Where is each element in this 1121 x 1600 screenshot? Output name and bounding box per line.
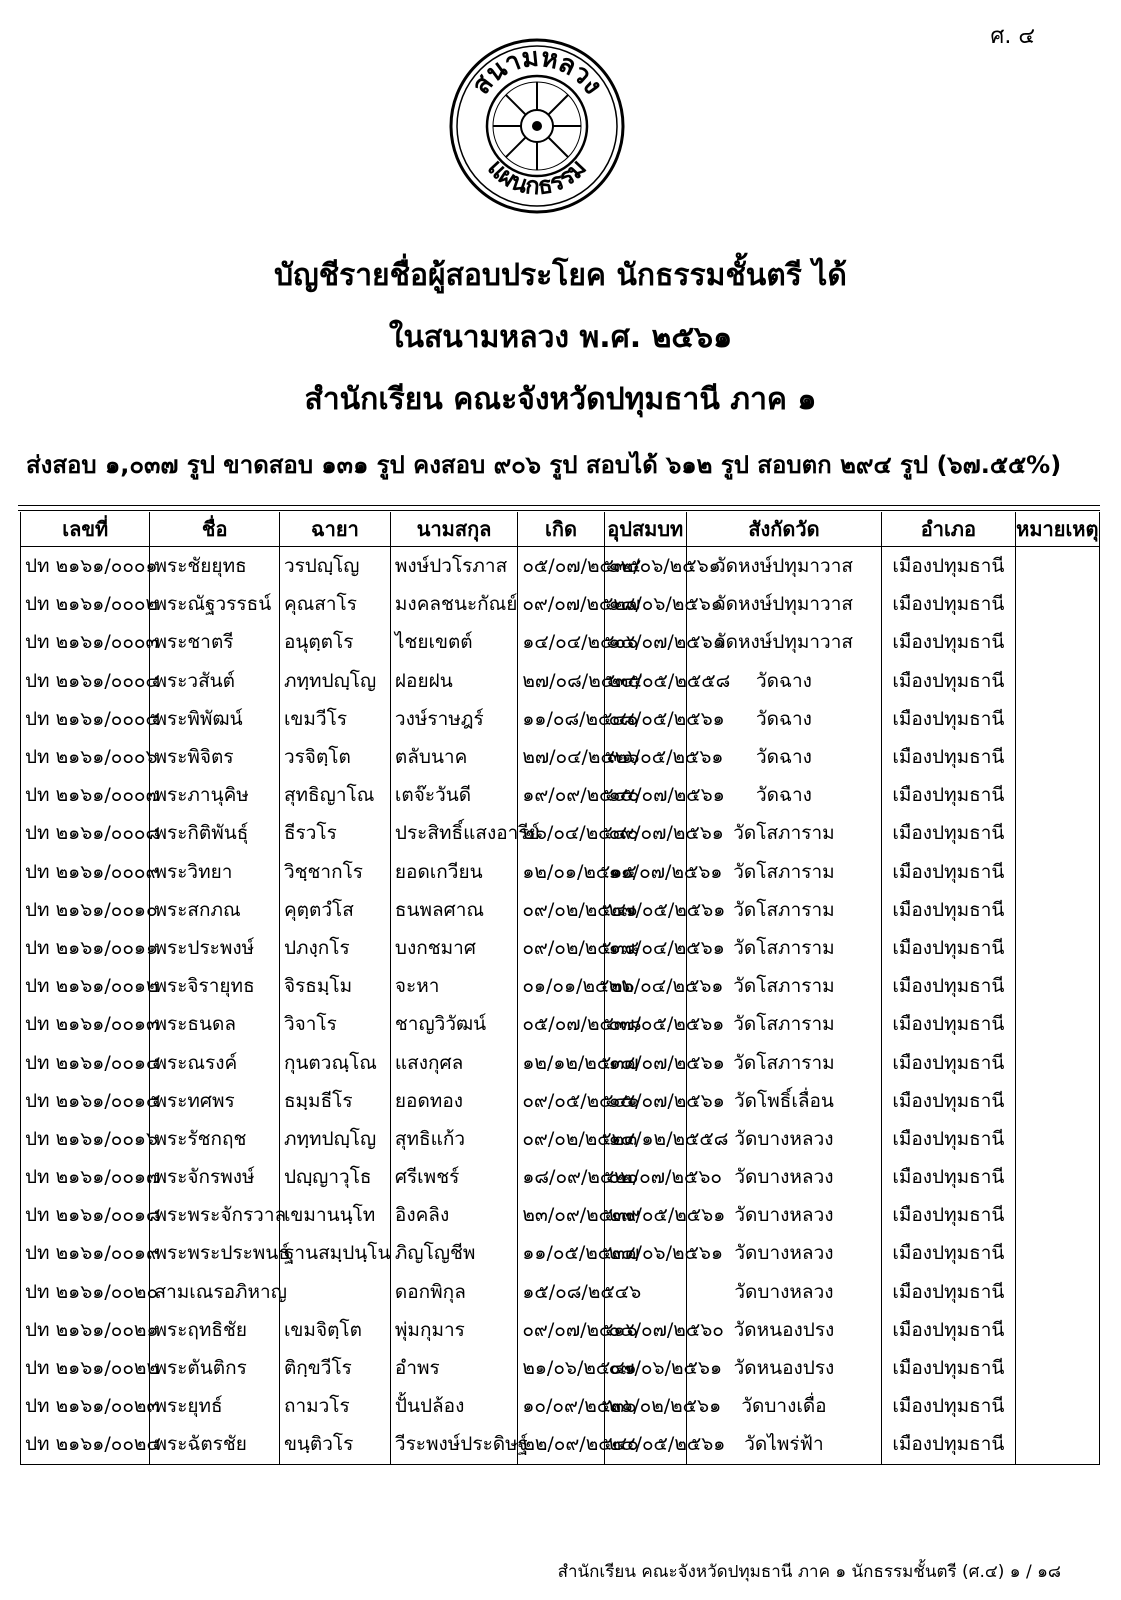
cell-remarks [1015,662,1099,700]
cell-name: พระวสันต์ [150,662,279,700]
cell-number: ปท ๒๑๖๑/๐๐๐๓ [21,623,150,661]
cell-surname: จะหา [390,967,517,1005]
cell-surname: แสงกุศล [390,1043,517,1081]
cell-name: พระณรงค์ [150,1043,279,1081]
cell-monastic-name: เขมวีโร [279,700,390,738]
cell-temple: วัดหงษ์ปทุมาวาส [686,623,881,661]
header-monastic-name: ฉายา [279,512,390,547]
cell-number: ปท ๒๑๖๑/๐๐๐๗ [21,776,150,814]
title-line-2: ในสนามหลวง พ.ศ. ๒๕๖๑ [388,320,733,355]
cell-number: ปท ๒๑๖๑/๐๐๐๙ [21,853,150,891]
cell-number: ปท ๒๑๖๑/๐๐๒๐ [21,1273,150,1311]
table-row [21,1311,1100,1349]
cell-remarks [1015,700,1099,738]
cell-monastic-name: ติกฺขวีโร [279,1349,390,1387]
cell-monastic-name [279,1273,390,1311]
cell-number: ปท ๒๑๖๑/๐๐๑๐ [21,891,150,929]
cell-number: ปท ๒๑๖๑/๐๐๑๔ [21,1043,150,1081]
cell-name: พระรัชกฤช [150,1120,279,1158]
table-row [21,623,1100,661]
cell-monastic-name: วิชฺชากโร [279,853,390,891]
cell-district: เมืองปทุมธานี [882,891,1016,929]
cell-surname: วงษ์ราษฎร์ [390,700,517,738]
cell-number: ปท ๒๑๖๑/๐๐๒๔ [21,1425,150,1464]
cell-birth: ๑๘/๐๙/๒๕๒๐ [518,1158,604,1196]
cell-birth: ๒๖/๐๔/๒๕๔๐ [518,814,604,852]
cell-monastic-name: ภทฺทปญฺโญ [279,1120,390,1158]
cell-district: เมืองปทุมธานี [882,1234,1016,1272]
cell-name: พระณัฐวรรธน์ [150,585,279,623]
cell-temple: วัดหงษ์ปทุมาวาส [686,547,881,586]
cell-birth: ๑๙/๐๙/๒๕๔๐ [518,776,604,814]
cell-remarks [1015,1234,1099,1272]
cell-remarks [1015,1349,1099,1387]
table-row [21,1425,1100,1464]
cell-number: ปท ๒๑๖๑/๐๐๒๓ [21,1387,150,1425]
header-district: อำเภอ [882,512,1016,547]
cell-remarks [1015,1387,1099,1425]
cell-name: พระจิรายุทธ [150,967,279,1005]
cell-birth: ๒๒/๐๙/๒๕๔๐ [518,1425,604,1464]
cell-name: พระชาตรี [150,623,279,661]
cell-district: เมืองปทุมธานี [882,967,1016,1005]
cell-remarks [1015,776,1099,814]
cell-birth: ๐๑/๐๑/๒๕๓๖ [518,967,604,1005]
cell-birth: ๑๑/๐๕/๒๕๓๗ [518,1234,604,1272]
cell-temple: วัดโสภาราม [686,1043,881,1081]
cell-temple: วัดหงษ์ปทุมาวาส [686,585,881,623]
cell-ordination: ๐๔/๐๗/๒๕๖๐ [604,1311,686,1349]
cell-ordination: ๑๘/๐๖/๒๕๖๑ [604,585,686,623]
cell-surname: เตจ๊ะวันดี [390,776,517,814]
cell-number: ปท ๒๑๖๑/๐๐๐๖ [21,738,150,776]
cell-temple: วัดโสภาราม [686,891,881,929]
cell-remarks [1015,1158,1099,1196]
cell-name: พระสกภณ [150,891,279,929]
cell-temple: วัดโสภาราม [686,967,881,1005]
cell-surname: ดอกพิกุล [390,1273,517,1311]
header-temple: สังกัดวัด [686,512,881,547]
cell-district: เมืองปทุมธานี [882,585,1016,623]
cell-district: เมืองปทุมธานี [882,738,1016,776]
header-ordination: อุปสมบท [604,512,686,547]
header-number: เลขที่ [21,512,150,547]
cell-ordination: ๒๔/๐๕/๒๕๕๘ [604,662,686,700]
cell-remarks [1015,623,1099,661]
cell-temple: วัดบางหลวง [686,1196,881,1234]
cell-name: พระจักรพงษ์ [150,1158,279,1196]
table-row [21,853,1100,891]
cell-remarks [1015,1082,1099,1120]
cell-district: เมืองปทุมธานี [882,929,1016,967]
cell-birth: ๐๙/๐๒/๒๕๓๘ [518,929,604,967]
cell-district: เมืองปทุมธานี [882,700,1016,738]
cell-monastic-name: สุทธิญาโณ [279,776,390,814]
header-remarks: หมายเหตุ [1015,512,1099,547]
cell-remarks [1015,1196,1099,1234]
cell-temple: วัดโพธิ์เลื่อน [686,1082,881,1120]
cell-district: เมืองปทุมธานี [882,776,1016,814]
cell-remarks [1015,814,1099,852]
table-row [21,929,1100,967]
cell-ordination: ๐๗/๐๖/๒๕๖๑ [604,1349,686,1387]
cell-surname: ศรีเพชร์ [390,1158,517,1196]
cell-monastic-name: ปภงฺกโร [279,929,390,967]
cell-district: เมืองปทุมธานี [882,853,1016,891]
table-row [21,1082,1100,1120]
cell-birth: ๑๐/๐๙/๒๕๓๖ [518,1387,604,1425]
cell-surname: มงคลชนะกัณย์ [390,585,517,623]
header-surname: นามสกุล [390,512,517,547]
cell-ordination: ๑๔/๐๗/๒๕๖๑ [604,623,686,661]
cell-remarks [1015,1120,1099,1158]
cell-monastic-name: ธีรวโร [279,814,390,852]
cell-district: เมืองปทุมธานี [882,1158,1016,1196]
cell-ordination: ๐๘/๐๕/๒๕๖๑ [604,700,686,738]
cell-district: เมืองปทุมธานี [882,1273,1016,1311]
roster-table [20,512,1100,1465]
cell-ordination: ๐๒/๐๗/๒๕๖๐ [604,1158,686,1196]
table-row [21,1273,1100,1311]
cell-name: พระยุทธ์ [150,1387,279,1425]
cell-ordination: ๑๒/๐๖/๒๕๖๑ [604,547,686,586]
header-rule-2 [18,510,1100,511]
cell-name: พระพิพัฒน์ [150,700,279,738]
cell-ordination: ๓๑/๐๕/๒๕๖๑ [604,738,686,776]
cell-surname: ธนพลศาณ [390,891,517,929]
cell-surname: ภิญโญชีพ [390,1234,517,1272]
cell-number: ปท ๒๑๖๑/๐๐๐๑ [21,547,150,586]
cell-number: ปท ๒๑๖๑/๐๐๑๕ [21,1082,150,1120]
cell-ordination: ๑๑/๐๗/๒๕๖๑ [604,853,686,891]
cell-birth: ๑๑/๐๘/๒๕๔๐ [518,700,604,738]
cell-temple: วัดบางหลวง [686,1120,881,1158]
cell-temple: วัดบางเดื่อ [686,1387,881,1425]
cell-monastic-name: ขนฺติวโร [279,1425,390,1464]
cell-number: ปท ๒๑๖๑/๐๐๑๗ [21,1158,150,1196]
cell-monastic-name: วรปญฺโญ [279,547,390,586]
cell-surname: ปั้นปล้อง [390,1387,517,1425]
cell-monastic-name: กุนตวณฺโณ [279,1043,390,1081]
cell-name: พระทศพร [150,1082,279,1120]
cell-district: เมืองปทุมธานี [882,814,1016,852]
cell-temple: วัดฉาง [686,776,881,814]
cell-monastic-name: คุณสาโร [279,585,390,623]
cell-birth: ๐๙/๐๗/๒๕๒๗ [518,585,604,623]
table-row [21,1158,1100,1196]
cell-birth: ๐๙/๐๗/๒๕๑๖ [518,1311,604,1349]
cell-district: เมืองปทุมธานี [882,547,1016,586]
seal-top-text: สนามหลวง [466,42,608,101]
cell-surname: ยอดทอง [390,1082,517,1120]
cell-temple: วัดหนองปรง [686,1349,881,1387]
cell-birth: ๐๙/๐๕/๒๕๔๑ [518,1082,604,1120]
table-row [21,662,1100,700]
cell-temple: วัดฉาง [686,700,881,738]
seal-logo [447,36,627,216]
cell-surname: อิงคลิง [390,1196,517,1234]
cell-name: พระฤทธิชัย [150,1311,279,1349]
table-row [21,1043,1100,1081]
cell-monastic-name: อนุตฺตโร [279,623,390,661]
cell-number: ปท ๒๑๖๑/๐๐๑๑ [21,929,150,967]
cell-temple: วัดโสภาราม [686,814,881,852]
cell-surname: ชาญวิวัฒน์ [390,1005,517,1043]
table-row [21,1234,1100,1272]
seal-bottom-text: แผนกธรรม [482,153,592,201]
cell-ordination: ๑๗/๐๔/๒๕๖๑ [604,929,686,967]
cell-number: ปท ๒๑๖๑/๐๐๒๒ [21,1349,150,1387]
cell-monastic-name: ธมฺมธีโร [279,1082,390,1120]
cell-remarks [1015,891,1099,929]
cell-name: พระพิจิตร [150,738,279,776]
cell-number: ปท ๒๑๖๑/๐๐๐๕ [21,700,150,738]
cell-name: พระตันติกร [150,1349,279,1387]
cell-district: เมืองปทุมธานี [882,1425,1016,1464]
cell-monastic-name: ปญฺญาวุโธ [279,1158,390,1196]
cell-district: เมืองปทุมธานี [882,1120,1016,1158]
cell-ordination: ๒๒/๐๔/๒๕๖๑ [604,967,686,1005]
table-header-row [21,512,1100,547]
cell-number: ปท ๒๑๖๑/๐๐๒๑ [21,1311,150,1349]
table-row [21,891,1100,929]
cell-surname: ประสิทธิ์แสงอารีย์ [390,814,517,852]
cell-name: พระฉัตรชัย [150,1425,279,1464]
cell-monastic-name: ภทฺทปญฺโญ [279,662,390,700]
cell-ordination: ๒๔/๐๖/๒๕๖๑ [604,1234,686,1272]
cell-temple: วัดบางหลวง [686,1158,881,1196]
cell-birth: ๑๒/๑๒/๒๕๓๗ [518,1043,604,1081]
cell-birth: ๒๗/๐๔/๒๕๒๖ [518,738,604,776]
cell-name: พระธนดล [150,1005,279,1043]
cell-ordination: ๒๗/๐๕/๒๕๖๑ [604,891,686,929]
cell-temple: วัดฉาง [686,662,881,700]
cell-ordination: ๒๑/๐๒/๒๕๖๑ [604,1387,686,1425]
cell-district: เมืองปทุมธานี [882,662,1016,700]
cell-number: ปท ๒๑๖๑/๐๐๐๔ [21,662,150,700]
cell-district: เมืองปทุมธานี [882,1043,1016,1081]
header-birth: เกิด [518,512,604,547]
cell-temple: วัดโสภาราม [686,929,881,967]
cell-ordination: ๐๗/๐๕/๒๕๖๑ [604,1005,686,1043]
cell-ordination: ๒๗/๐๕/๒๕๖๑ [604,1196,686,1234]
title-line-1: บัญชีรายชื่อผู้สอบประโยค นักธรรมชั้นตรี ได้ [274,258,847,293]
cell-monastic-name: วรจิตฺโต [279,738,390,776]
cell-birth: ๐๕/๐๗/๒๕๓๕ [518,547,604,586]
cell-temple: วัดหนองปรง [686,1311,881,1349]
cell-ordination: ๑๕/๐๗/๒๕๖๑ [604,776,686,814]
table-row [21,1005,1100,1043]
cell-remarks [1015,738,1099,776]
cell-number: ปท ๒๑๖๑/๐๐๑๒ [21,967,150,1005]
cell-name: พระประพงษ์ [150,929,279,967]
cell-name: พระชัยยุทธ [150,547,279,586]
cell-district: เมืองปทุมธานี [882,1005,1016,1043]
page-footer: สำนักเรียน คณะจังหวัดปทุมธานี ภาค ๑ นักธรรมชั้นตรี (ศ.๔) ๑ / ๑๘ [557,1562,1061,1582]
cell-ordination: ๑๕/๐๗/๒๕๖๑ [604,1082,686,1120]
cell-number: ปท ๒๑๖๑/๐๐๐๒ [21,585,150,623]
cell-birth: ๐๙/๐๒/๒๕๔๑ [518,891,604,929]
table-row [21,547,1100,586]
cell-ordination: ๑๔/๐๗/๒๕๖๑ [604,1043,686,1081]
cell-remarks [1015,853,1099,891]
cell-monastic-name: เขมานนฺโท [279,1196,390,1234]
cell-number: ปท ๒๑๖๑/๐๐๑๙ [21,1234,150,1272]
table-row [21,1196,1100,1234]
cell-monastic-name: คุตฺตวํโส [279,891,390,929]
title-line-3: สำนักเรียน คณะจังหวัดปทุมธานี ภาค ๑ [304,382,817,417]
table-row [21,1387,1100,1425]
table-row [21,776,1100,814]
cell-name: พระพระจักรวาล [150,1196,279,1234]
cell-remarks [1015,547,1099,586]
cell-number: ปท ๒๑๖๑/๐๐๑๖ [21,1120,150,1158]
cell-birth: ๑๕/๐๘/๒๕๔๖ [518,1273,604,1311]
header-rule-1 [18,505,1100,506]
cell-monastic-name: ฐานสมฺปนฺโน [279,1234,390,1272]
cell-monastic-name: จิรธมฺโม [279,967,390,1005]
cell-monastic-name: เขมจิตฺโต [279,1311,390,1349]
cell-remarks [1015,929,1099,967]
cell-monastic-name: ถามวโร [279,1387,390,1425]
cell-birth: ๐๙/๐๒/๒๕๒๓ [518,1120,604,1158]
cell-monastic-name: วิจาโร [279,1005,390,1043]
cell-district: เมืองปทุมธานี [882,1196,1016,1234]
cell-surname: อำพร [390,1349,517,1387]
table-row [21,700,1100,738]
title-block [0,256,1121,442]
cell-surname: ตลับนาค [390,738,517,776]
table-row [21,738,1100,776]
table-row [21,814,1100,852]
cell-district: เมืองปทุมธานี [882,1082,1016,1120]
cell-temple: วัดโสภาราม [686,1005,881,1043]
cell-name: พระพระประพนธ์ [150,1234,279,1272]
cell-surname: บงกชมาศ [390,929,517,967]
cell-name: พระภานุคิษ [150,776,279,814]
cell-number: ปท ๒๑๖๑/๐๐๑๓ [21,1005,150,1043]
table-row [21,1120,1100,1158]
exam-summary: ส่งสอบ ๑,๐๓๗ รูป ขาดสอบ ๑๓๑ รูป คงสอบ ๙๐๖ รูป สอบได้ ๖๑๒ รูป สอบตก ๒๙๔ รูป (๖๗.๕๕%) [26,451,1062,479]
cell-surname: พุ่มกุมาร [390,1311,517,1349]
cell-district: เมืองปทุมธานี [882,1387,1016,1425]
cell-temple: วัดบางหลวง [686,1273,881,1311]
cell-district: เมืองปทุมธานี [882,1349,1016,1387]
cell-temple: วัดบางหลวง [686,1234,881,1272]
cell-birth: ๒๑/๐๖/๒๕๔๑ [518,1349,604,1387]
cell-surname: ยอดเกวียน [390,853,517,891]
cell-surname: ไชยเขตต์ [390,623,517,661]
cell-ordination: ๑๔/๑๒/๒๕๕๘ [604,1120,686,1158]
cell-number: ปท ๒๑๖๑/๐๐๑๘ [21,1196,150,1234]
cell-remarks [1015,1043,1099,1081]
cell-birth: ๑๔/๐๔/๒๕๐๖ [518,623,604,661]
table-row [21,585,1100,623]
cell-remarks [1015,1425,1099,1464]
cell-district: เมืองปทุมธานี [882,623,1016,661]
header-name: ชื่อ [150,512,279,547]
cell-remarks [1015,967,1099,1005]
table-row [21,1349,1100,1387]
cell-name: สามเณรอภิหาญ [150,1273,279,1311]
cell-name: พระวิทยา [150,853,279,891]
cell-surname: ฝอยฝน [390,662,517,700]
cell-birth: ๑๒/๐๑/๒๕๑๕ [518,853,604,891]
cell-temple: วัดโสภาราม [686,853,881,891]
cell-remarks [1015,1005,1099,1043]
cell-remarks [1015,1311,1099,1349]
cell-temple: วัดฉาง [686,738,881,776]
table-row [21,967,1100,1005]
cell-number: ปท ๒๑๖๑/๐๐๐๘ [21,814,150,852]
cell-surname: วีระพงษ์ประดิษฐ์ [390,1425,517,1464]
cell-remarks [1015,585,1099,623]
cell-birth: ๒๗/๐๘/๒๕๓๕ [518,662,604,700]
cell-remarks [1015,1273,1099,1311]
cell-birth: ๐๕/๐๗/๒๕๓๘ [518,1005,604,1043]
cell-ordination: ๐๙/๐๗/๒๕๖๑ [604,814,686,852]
cell-birth: ๒๓/๐๙/๒๕๓๙ [518,1196,604,1234]
cell-temple: วัดไพร่ฟ้า [686,1425,881,1464]
cell-surname: สุทธิแก้ว [390,1120,517,1158]
roster-body [21,547,1100,1465]
cell-surname: พงษ์ปวโรภาส [390,547,517,586]
cell-ordination: ๒๔/๐๕/๒๕๖๑ [604,1425,686,1464]
form-code: ศ. ๔ [990,24,1035,49]
cell-name: พระกิติพันธุ์ [150,814,279,852]
cell-district: เมืองปทุมธานี [882,1311,1016,1349]
